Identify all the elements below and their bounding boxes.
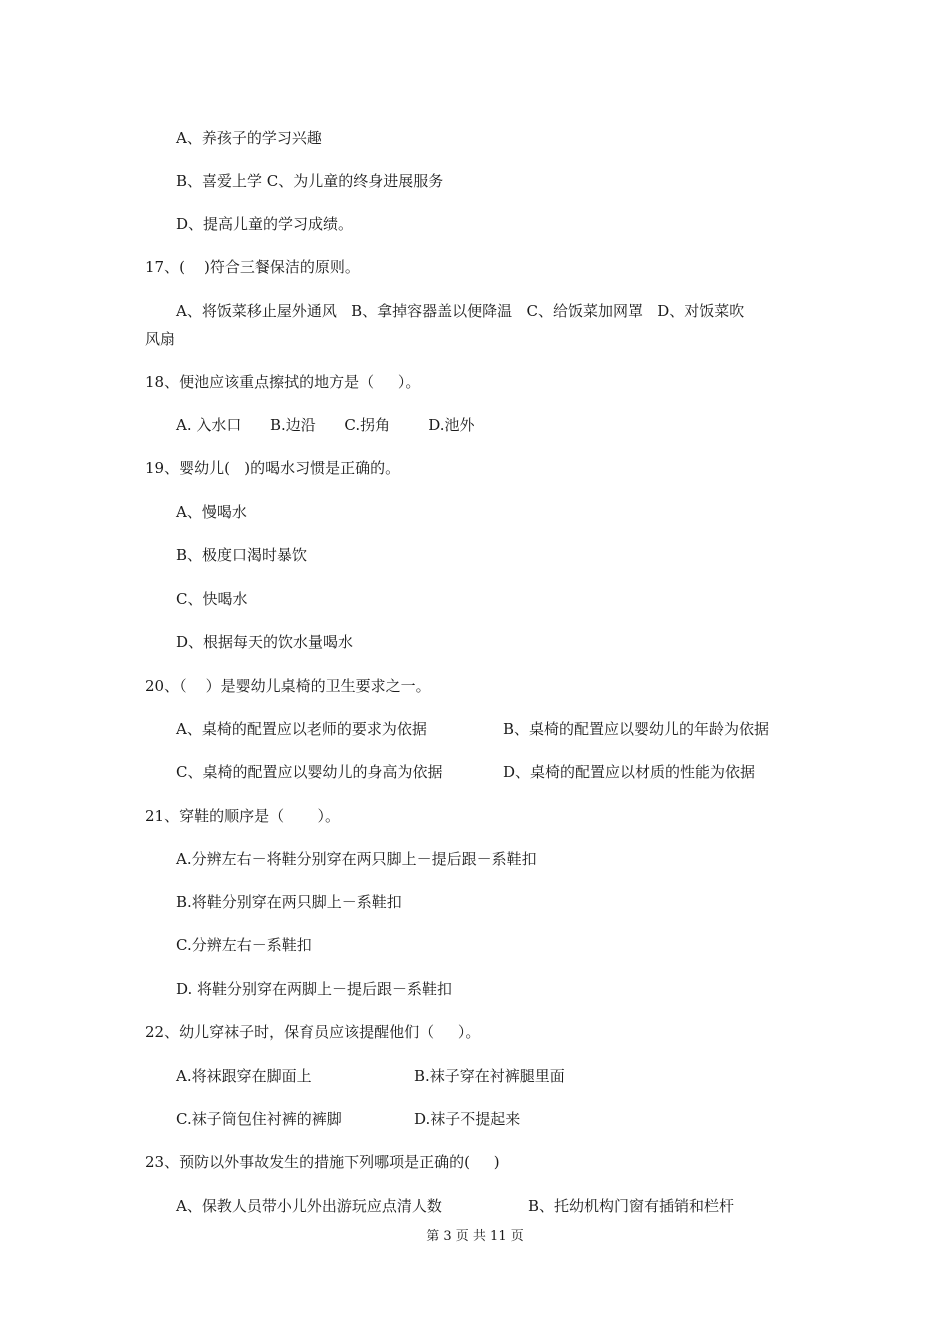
option-line: B、极度口渴时暴饮	[176, 546, 308, 564]
option-line: B.袜子穿在衬裤腿里面	[414, 1067, 565, 1085]
option-line: D. 将鞋分别穿在两脚上－提后跟－系鞋扣	[176, 980, 453, 998]
question-22: 22、幼儿穿袜子时，保育员应该提醒他们（ ）。	[145, 1023, 481, 1041]
option-line: B、托幼机构门窗有插销和栏杆	[528, 1197, 735, 1215]
option-line: A、养孩子的学习兴趣	[176, 129, 322, 147]
option-line: D、提高儿童的学习成绩。	[176, 215, 354, 233]
option-line: D、桌椅的配置应以材质的性能为依据	[503, 763, 756, 781]
question-20: 20、（ ）是婴幼儿桌椅的卫生要求之一。	[145, 677, 431, 695]
option-line: C、桌椅的配置应以婴幼儿的身高为依据	[176, 763, 443, 781]
option-line: D、根据每天的饮水量喝水	[176, 633, 354, 651]
option-line: A、慢喝水	[176, 503, 247, 521]
question-18: 18、便池应该重点擦拭的地方是（ ）。	[145, 373, 421, 391]
option-line: A.将袜跟穿在脚面上	[176, 1067, 312, 1085]
option-line: B、桌椅的配置应以婴幼儿的年龄为依据	[503, 720, 770, 738]
question-21: 21、穿鞋的顺序是（ ）。	[145, 807, 340, 825]
option-line: B.将鞋分别穿在两只脚上－系鞋扣	[176, 893, 402, 911]
page-footer: 第 3 页 共 11 页	[426, 1229, 524, 1244]
question-23: 23、预防以外事故发生的措施下列哪项是正确的( )	[145, 1153, 500, 1171]
option-line: A、保教人员带小儿外出游玩应点清人数	[176, 1197, 442, 1215]
option-line: A、桌椅的配置应以老师的要求为依据	[176, 720, 427, 738]
option-line-wrap: 风扇	[145, 330, 176, 348]
question-19: 19、婴幼儿( )的喝水习惯是正确的。	[145, 459, 401, 477]
option-line: D.袜子不提起来	[414, 1110, 521, 1128]
option-line: C、快喝水	[176, 590, 248, 608]
option-line: A. 入水口 B.边沿 C.拐角 D.池外	[176, 416, 475, 434]
option-line: C.分辨左右－系鞋扣	[176, 936, 312, 954]
option-line: B、喜爱上学 C、为儿童的终身进展服务	[176, 172, 444, 190]
option-line: A.分辨左右－将鞋分别穿在两只脚上－提后跟－系鞋扣	[176, 850, 537, 868]
option-line: A、将饭菜移止屋外通风 B、拿掉容器盖以便降温 C、给饭菜加网罩 D、对饭菜吹	[176, 302, 745, 320]
question-17: 17、( )符合三餐保洁的原则。	[145, 258, 360, 276]
option-line: C.袜子筒包住衬裤的裤脚	[176, 1110, 342, 1128]
